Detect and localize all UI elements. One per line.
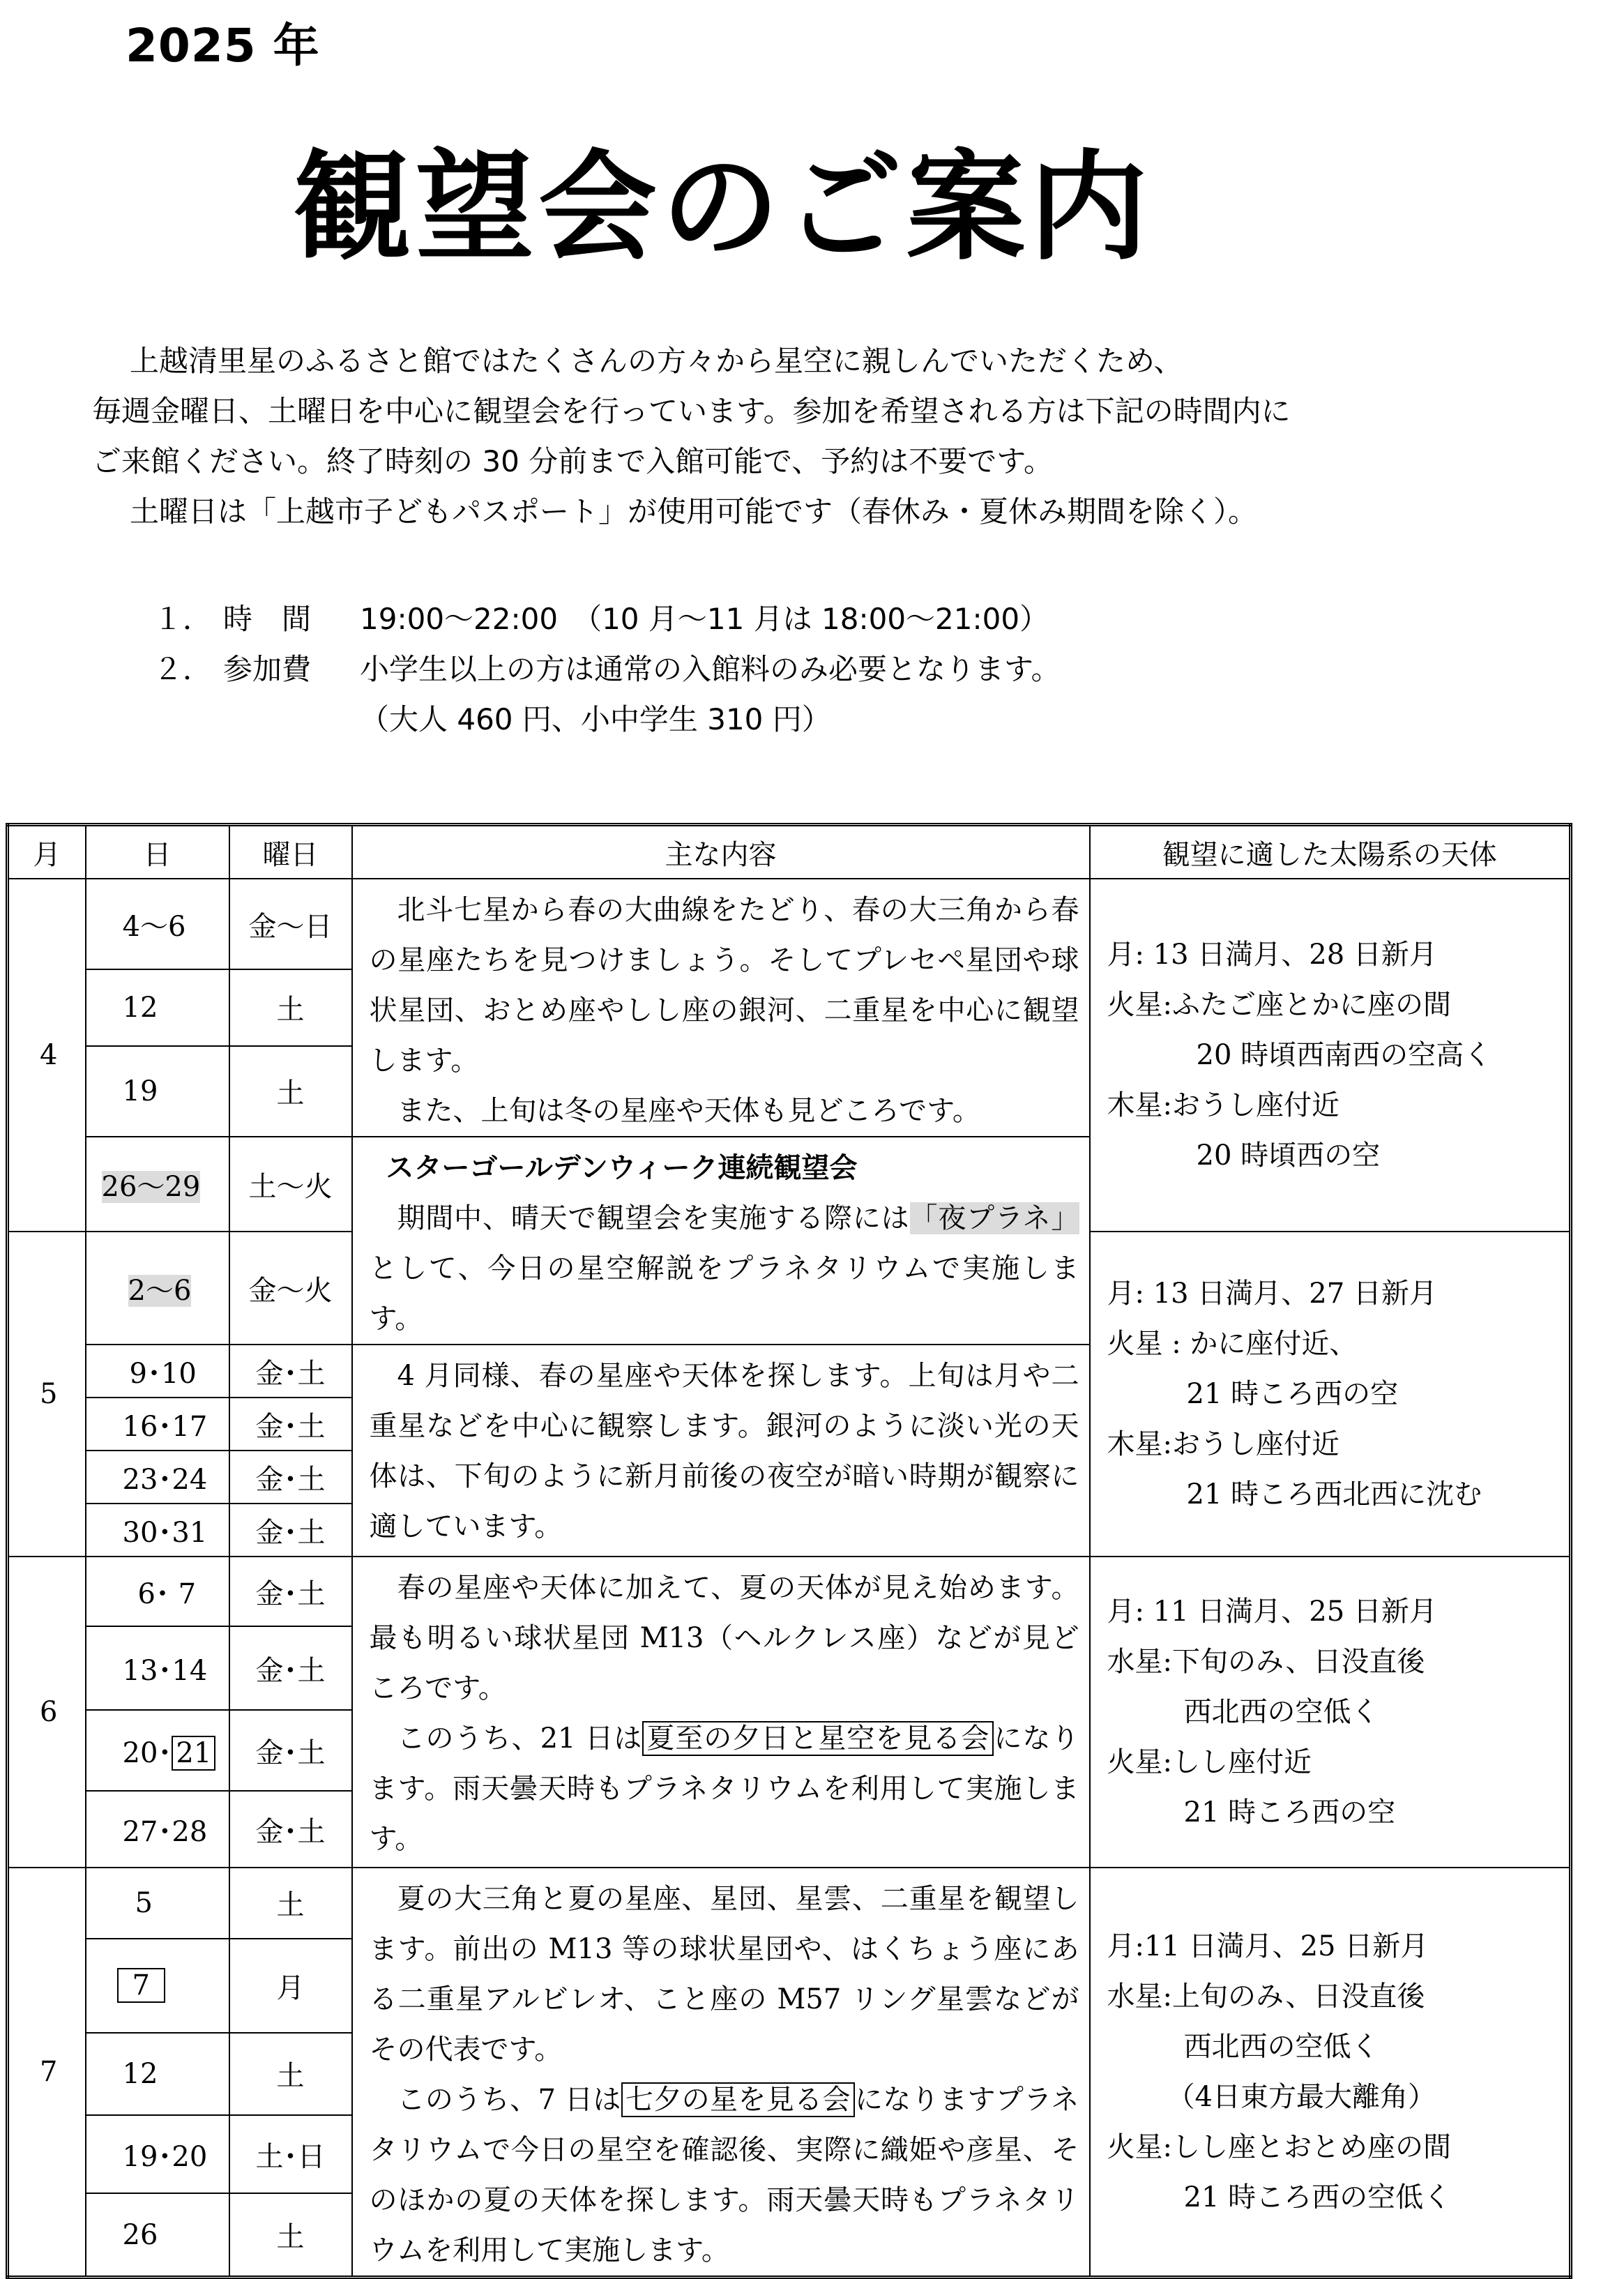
day-cell: 23･24 — [86, 1451, 229, 1504]
content-text — [370, 1713, 1079, 1864]
intro-line: 上越清里星のふるさと館ではたくさんの方々から星空に親しんでいただくため、 — [130, 344, 1183, 378]
table-row — [8, 1557, 1571, 1626]
weekday-cell: 金･土 — [229, 1557, 352, 1626]
intro-line: 土曜日は「上越市子どもパスポート」が使用可能です（春休み・夏休み期間を除く）。 — [130, 494, 1258, 529]
content-text — [370, 2075, 1079, 2276]
planet-line: 火星:しし座とおとめ座の間 — [1107, 2131, 1451, 2163]
table-row — [8, 1868, 1571, 1939]
day-cell: 4～6 — [86, 879, 229, 969]
day-cell: 12 — [86, 2033, 229, 2115]
header-day: 日 — [86, 825, 229, 879]
info-value: 小学生以上の方は通常の入館料のみ必要となります。 — [360, 652, 1061, 686]
weekday-cell: 金･土 — [229, 1398, 352, 1451]
intro-line: ご来館ください。終了時刻の 30 分前まで入館可能で、予約は不要です。 — [92, 444, 1053, 478]
planet-line: 火星:ふたご座とかに座の間 — [1107, 989, 1451, 1021]
weekday-cell: 金･土 — [229, 1345, 352, 1398]
info-value: 19:00～22:00 （10 月～11 月は 18:00～21:00） — [360, 602, 1049, 636]
weekday-cell: 金･土 — [229, 1791, 352, 1868]
planet-line: 木星:おうし座付近 — [1107, 1428, 1340, 1460]
day-highlight: 2～6 — [128, 1274, 192, 1307]
page-title: 観望会のご案内 — [293, 139, 1153, 277]
planet-line: 20 時頃西の空 — [1196, 1140, 1381, 1172]
golden-week-text: として、今日の星空解説をプラネタリウムで実施します。 — [369, 1252, 1079, 1335]
month-cell: 7 — [8, 1868, 86, 2278]
day-cell: 5 — [86, 1868, 229, 1939]
day-cell — [86, 1939, 229, 2033]
planets-cell — [1090, 1557, 1571, 1868]
planet-line: 21 時ころ西の空 — [1183, 1796, 1396, 1828]
info-fee-row — [153, 644, 1061, 695]
info-label: 参加費 — [223, 652, 312, 686]
info-time-row — [153, 594, 1061, 644]
intro-line: 毎週金曜日、土曜日を中心に観望会を行っています。参加を希望される方は下記の時間内に — [92, 394, 1291, 428]
planet-line: （4日東方最大離角） — [1167, 2081, 1436, 2113]
planet-line: 火星:しし座付近 — [1107, 1746, 1312, 1778]
planet-line: 月: 13 日満月、27 日新月 — [1107, 1278, 1437, 1310]
planet-line: 月: 13 日満月、28 日新月 — [1107, 939, 1437, 971]
weekday-cell: 土 — [229, 1046, 352, 1137]
content-text: 北斗七星から春の大曲線をたどり、春の大三角から春の星座たちを見つけましょう。そしてプレセペ星団や球状星団、おとめ座やしし座の銀河、二重星を中心に観望します。 — [369, 894, 1079, 1077]
day-cell: 9･10 — [86, 1345, 229, 1398]
day-cell: 13･14 — [86, 1626, 229, 1710]
planet-line: 20 時頃西南西の空高く — [1196, 1039, 1492, 1071]
content-text: 夏の大三角と夏の星座、星団、星雲、二重星を観望します。前出の M13 等の球状星団や、はくちょう座にある二重星アルビレオ、こと座の M57 リング星雲などがその代表です。 — [369, 1883, 1079, 2066]
content-fragment: になりますプラネタリウムで今日の星空を確認後、実際に織姫や彦星、そのほかの夏の天体を探します。雨天曇天時もプラネタリウムを利用して実施します。 — [369, 2084, 1079, 2266]
header-content: 主な内容 — [352, 825, 1090, 879]
day-cell: 27･28 — [86, 1791, 229, 1868]
content-text — [370, 1193, 1079, 1344]
day-cell: 30･31 — [86, 1504, 229, 1557]
planet-line: 21 時ころ西の空 — [1186, 1378, 1399, 1410]
weekday-cell: 金～日 — [229, 879, 352, 969]
weekday-cell: 土 — [229, 1868, 352, 1939]
day-cell: 12 — [86, 969, 229, 1046]
content-text: 4 月同様、春の星座や天体を探します。上旬は月や二重星などを中心に観察します。銀河のように淡い光の天体は、下旬のように新月前後の夜空が暗い時期が観察に適しています。 — [369, 1360, 1079, 1543]
header-weekday: 曜日 — [229, 825, 352, 879]
day-fragment: 20･ — [122, 1736, 172, 1769]
intro-text — [92, 336, 1556, 537]
golden-week-text: 期間中、晴天で観望会を実施する際には — [397, 1202, 910, 1234]
planet-line: 月:11 日満月、25 日新月 — [1107, 1930, 1429, 1962]
content-cell — [352, 1868, 1090, 2278]
day-cell — [86, 1232, 229, 1345]
content-cell — [352, 1345, 1090, 1557]
month-cell: 6 — [8, 1557, 86, 1868]
month-cell: 4 — [8, 879, 86, 1232]
content-text: 春の星座や天体に加えて、夏の天体が見え始めます。最も明るい球状星団 M13（ヘルクレス座）などが見どころです。 — [369, 1572, 1079, 1704]
planet-line: 21 時ころ西の空低く — [1183, 2181, 1452, 2213]
day-cell: 6･ 7 — [86, 1557, 229, 1626]
weekday-cell: 金･土 — [229, 1626, 352, 1710]
year-label: 2025 年 — [126, 19, 320, 73]
planet-line: 21 時ころ西北西に沈む — [1186, 1478, 1482, 1510]
weekday-cell: 土･日 — [229, 2115, 352, 2193]
header-month: 月 — [8, 825, 86, 879]
content-cell — [352, 1557, 1090, 1868]
tanabata-event-box: 七夕の星を見る会 — [621, 2082, 855, 2117]
weekday-cell: 土 — [229, 969, 352, 1046]
planet-line: 火星 : かに座付近、 — [1107, 1328, 1358, 1360]
planet-line: 西北西の空低く — [1183, 1696, 1379, 1728]
planet-line: 木星:おうし座付近 — [1107, 1089, 1340, 1121]
info-number: ２． — [153, 652, 213, 686]
planet-line: 西北西の空低く — [1183, 2031, 1379, 2063]
weekday-cell: 金～火 — [229, 1232, 352, 1345]
info-label: 時 間 — [223, 602, 312, 636]
header-planets: 観望に適した太陽系の天体 — [1090, 825, 1571, 879]
weekday-cell: 金･土 — [229, 1504, 352, 1557]
day-cell: 16･17 — [86, 1398, 229, 1451]
content-fragment: このうち、21 日は — [397, 1722, 643, 1755]
table-header-row — [8, 825, 1571, 879]
info-fee-note: （大人 460 円、小中学生 310 円） — [360, 702, 831, 736]
day-boxed: 7 — [117, 1968, 165, 2003]
planet-line: 水星:下旬のみ、日没直後 — [1107, 1646, 1425, 1678]
content-fragment: になります。雨天曇天時もプラネタリウムを利用して実施します。 — [369, 1722, 1079, 1855]
geshi-event-box: 夏至の夕日と星空を見る会 — [642, 1721, 994, 1756]
day-cell: 19･20 — [86, 2115, 229, 2193]
day-boxed: 21 — [172, 1736, 215, 1771]
content-fragment: このうち、7 日は — [397, 2084, 621, 2116]
weekday-cell: 土 — [229, 2193, 352, 2277]
day-highlight: 26～29 — [101, 1170, 201, 1203]
day-cell: 26 — [86, 2193, 229, 2277]
weekday-cell: 土 — [229, 2033, 352, 2115]
planets-cell — [1090, 1232, 1571, 1557]
content-cell — [352, 879, 1090, 1137]
planet-line: 月: 11 日満月、25 日新月 — [1107, 1596, 1437, 1628]
day-cell — [86, 1137, 229, 1232]
golden-week-title: スターゴールデンウィーク連続観望会 — [386, 1152, 858, 1184]
weekday-cell: 金･土 — [229, 1451, 352, 1504]
day-cell: 19 — [86, 1046, 229, 1137]
month-cell: 5 — [8, 1232, 86, 1557]
info-list — [153, 594, 1061, 745]
weekday-cell: 月 — [229, 1939, 352, 2033]
planet-line: 水星:上旬のみ、日没直後 — [1107, 1981, 1425, 2013]
table-row — [8, 879, 1571, 969]
info-number: １． — [153, 602, 213, 636]
golden-week-cell — [352, 1137, 1090, 1345]
planets-cell — [1090, 1868, 1571, 2278]
weekday-cell: 土～火 — [229, 1137, 352, 1232]
weekday-cell: 金･土 — [229, 1710, 352, 1791]
content-text: また、上旬は冬の星座や天体も見どころです。 — [397, 1095, 980, 1127]
schedule-table — [6, 823, 1572, 2279]
yoru-purane-highlight: 「夜プラネ」 — [909, 1202, 1079, 1234]
day-cell — [86, 1710, 229, 1791]
planets-cell — [1090, 879, 1571, 1232]
